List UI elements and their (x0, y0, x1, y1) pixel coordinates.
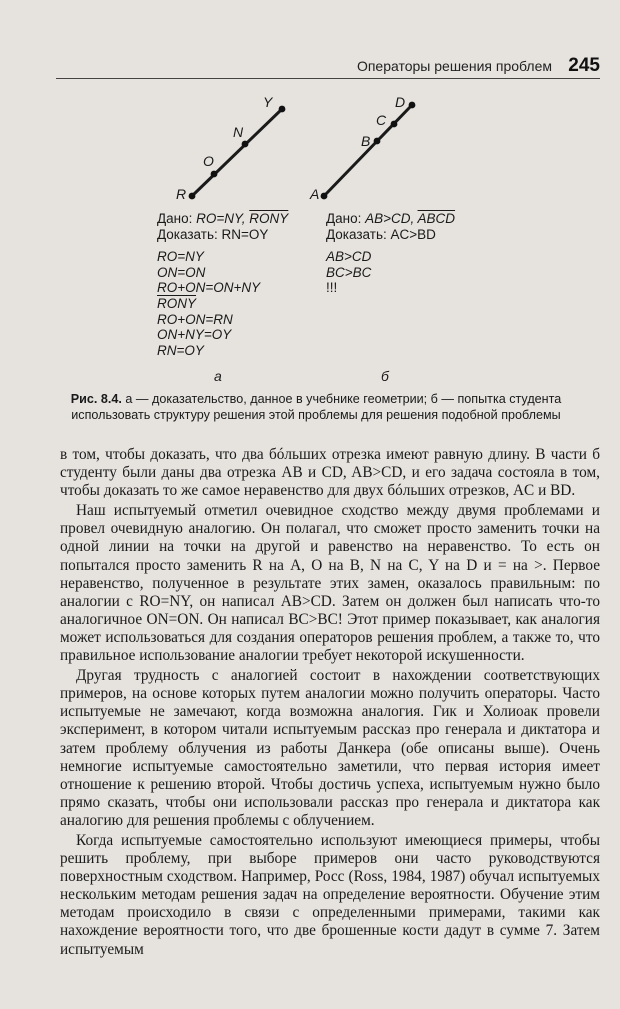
panel-a-prove: Доказать: RN=OY (157, 226, 269, 242)
panel-a-step: RO=NY (157, 249, 204, 265)
point-N (242, 141, 249, 148)
panel-b-given: Дано: AB>CD, ABCD (326, 211, 456, 226)
label-point-A: A (310, 186, 320, 202)
point-A (321, 193, 328, 200)
point-D (409, 102, 416, 109)
point-C (391, 121, 398, 128)
panel-b-step: BC>BC (326, 264, 372, 280)
caption-text: а — доказательство, данное в учебнике геометрии; б — попытка студента использовать структуру решения этой проблемы для решения подобной проблемы (71, 392, 562, 422)
caption-label: Рис. 8.4. (70, 392, 122, 406)
label-point-B: B (361, 133, 371, 149)
running-header-title: Операторы решения проблем (356, 58, 552, 74)
paragraph: Другая трудность с аналогией состоит в нахождении соответствующих примеров, на основе которых путем аналогии можно получить операторы. Часто испытуемые не замечают, когда возможна аналогия. Гик и Холиоак провели эксперимент, в котором читали испытуемым рассказ про генерала и диктатора и затем проблему облучения из работы Данкера (обе описаны выше). Очень немногие испытуемые самостоятельно заметили, что первая история имеет отношение к решению второй. Чтобы достичь успеха, испытуемым нужно было прямо сказать, чтобы они использовали рассказ про генерала и диктатора как аналогию для решения проблемы с облучением. (60, 667, 600, 829)
panel-a-label: а (214, 368, 222, 384)
label-point-Y: Y (263, 94, 273, 110)
panel-b-step: AB>CD (326, 249, 372, 265)
label-point-O: O (203, 153, 214, 169)
panel-b-prove: Доказать: AC>BD (326, 226, 436, 242)
label-point-N: N (233, 124, 244, 140)
point-Y (279, 106, 286, 113)
paragraph: Когда испытуемые самостоятельно используют имеющиеся примеры, чтобы решить проблему, при выборе примеров они часто руководствуются поверхностным сходством. Например, Росс (Ross, 1984, 1987) обучал испытуемых нескольким методам решения задач на определение вероятности. Обучение этим методам происходило в связи с определенными примерами, такими как нахождение вероятности того, что две брошенные кости дадут в сумме 7. Затем испытуемым (60, 831, 600, 958)
panel-a-step: RO+ON=RN (157, 311, 233, 327)
page-number: 245 (568, 55, 600, 76)
segment-line-b (324, 105, 412, 196)
point-O (211, 171, 218, 178)
panel-b-text (326, 211, 455, 296)
panel-a-step: RO+ON=ON+NY (157, 280, 261, 296)
figure-caption (38, 391, 594, 423)
figure-diagram (0, 0, 620, 390)
panel-a-step: ON+NY=OY (157, 327, 232, 343)
panel-a-step: ON=ON (157, 264, 206, 280)
panel-b-step: !!! (326, 280, 338, 296)
panel-a-text (157, 211, 288, 358)
panel-a-step: RONY (157, 295, 197, 311)
label-point-D: D (395, 94, 406, 110)
label-point-R: R (176, 186, 187, 202)
body-text (60, 446, 600, 959)
label-point-C: C (376, 112, 387, 128)
panel-a-step: RN=OY (157, 342, 204, 358)
panel-a-given: Дано: RO=NY, RONY (157, 211, 289, 226)
paragraph: Наш испытуемый отметил очевидное сходство между двумя проблемами и провел очевидную аналогию. Он полагал, что сможет просто заменить точки на одной линии на точки на другой и равенство на неравенство. То есть он попытался просто заменить R на A, O на B, N на C, Y на D и = на >. Первое неравенство, полученное в результате этих замен, оказалось правильным: по аналогии с RO=NY, он написал AB>CD. Затем он должен был написать что-то аналогичное ON=ON. Он написал BC>BC! Этот пример показывает, как аналогия может использоваться для создания операторов решения проблем, а также то, что правильное использование аналогии требует некоторой искушенности. (60, 502, 600, 665)
panel-b-label: б (381, 368, 389, 384)
point-R (189, 193, 196, 200)
paragraph: в том, чтобы доказать, что два бóльших отрезка имеют равную длину. В части б студенту были даны два отрезка AB и CD, AB>CD, и его задача состояла в том, чтобы доказать то же самое неравенство для двух бóльших отрезков, AC и BD. (60, 446, 600, 500)
point-B (374, 138, 381, 145)
